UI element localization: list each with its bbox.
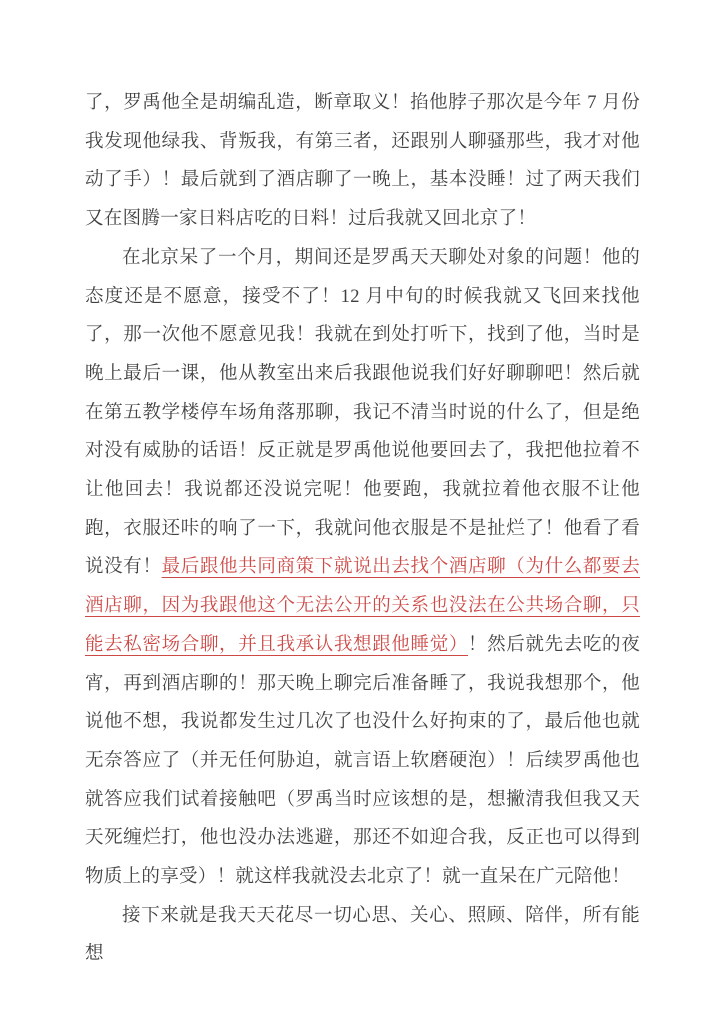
paragraph-1: [85, 84, 640, 239]
paragraph-3: [85, 897, 640, 974]
paragraph-2-text-before-highlight: 在北京呆了一个月，期间还是罗禹天天聊处对象的问题！他的态度还是不愿意，接受不了！12 月中旬的时候我就又飞回来找他了，那一次他不愿意见我！我就在到处打听下，找到了他，当时是晚上最后一课，他从教室出来后我跟他说我们好好聊聊吧！然后就在第五教学楼停车场角落那聊，我记不清当时说的什么了，但是绝对没有威胁的话语！反正就是罗禹他说他要回去了，我把他拉着不让他回去！我说都还没说完呢！他要跑，我就拉着他衣服不让他跑，衣服还咔的响了一下，我就问他衣服是不是扯烂了！他看了看说没有！: [85, 247, 640, 578]
paragraph-2-red-underlined-text: 最后跟他共同商策下就说出去找个酒店聊（为什么都要去酒店聊，因为我跟他这个无法公开的关系也没法在公共场合聊，只能去私密场合聊，并且我承认我想跟他睡觉）: [85, 557, 640, 655]
paragraph-3-text: 接下来就是我天天花尽一切心思、关心、照顾、陪伴，所有能想: [85, 905, 640, 965]
paragraph-2-text-after-highlight: ！然后就先去吃的夜宵，再到酒店聊的！那天晚上聊完后准备睡了，我说我想那个，他说他不想，我说都发生过几次了也没什么好拘束的了，最后他也就无奈答应了（并无任何胁迫，就言语上软磨硬泡）！后续罗禹他也就答应我们试着接触吧（罗禹当时应该想的是，想撇清我但我又天天死缠烂打，他也没办法逃避，那还不如迎合我，反正也可以得到物质上的享受）！就这样我就没去北京了！就一直呆在广元陪他！: [85, 634, 640, 888]
paragraph-2: [85, 239, 640, 897]
paragraph-1-text: 了，罗禹他全是胡编乱造，断章取义！掐他脖子那次是今年 7 月份我发现他绿我、背叛我，有第三者，还跟别人聊骚那些，我才对他动了手）！最后就到了酒店聊了一晚上，基本没睡！过了两天我们又在图腾一家日料店吃的日料！过后我就又回北京了！: [85, 93, 640, 230]
